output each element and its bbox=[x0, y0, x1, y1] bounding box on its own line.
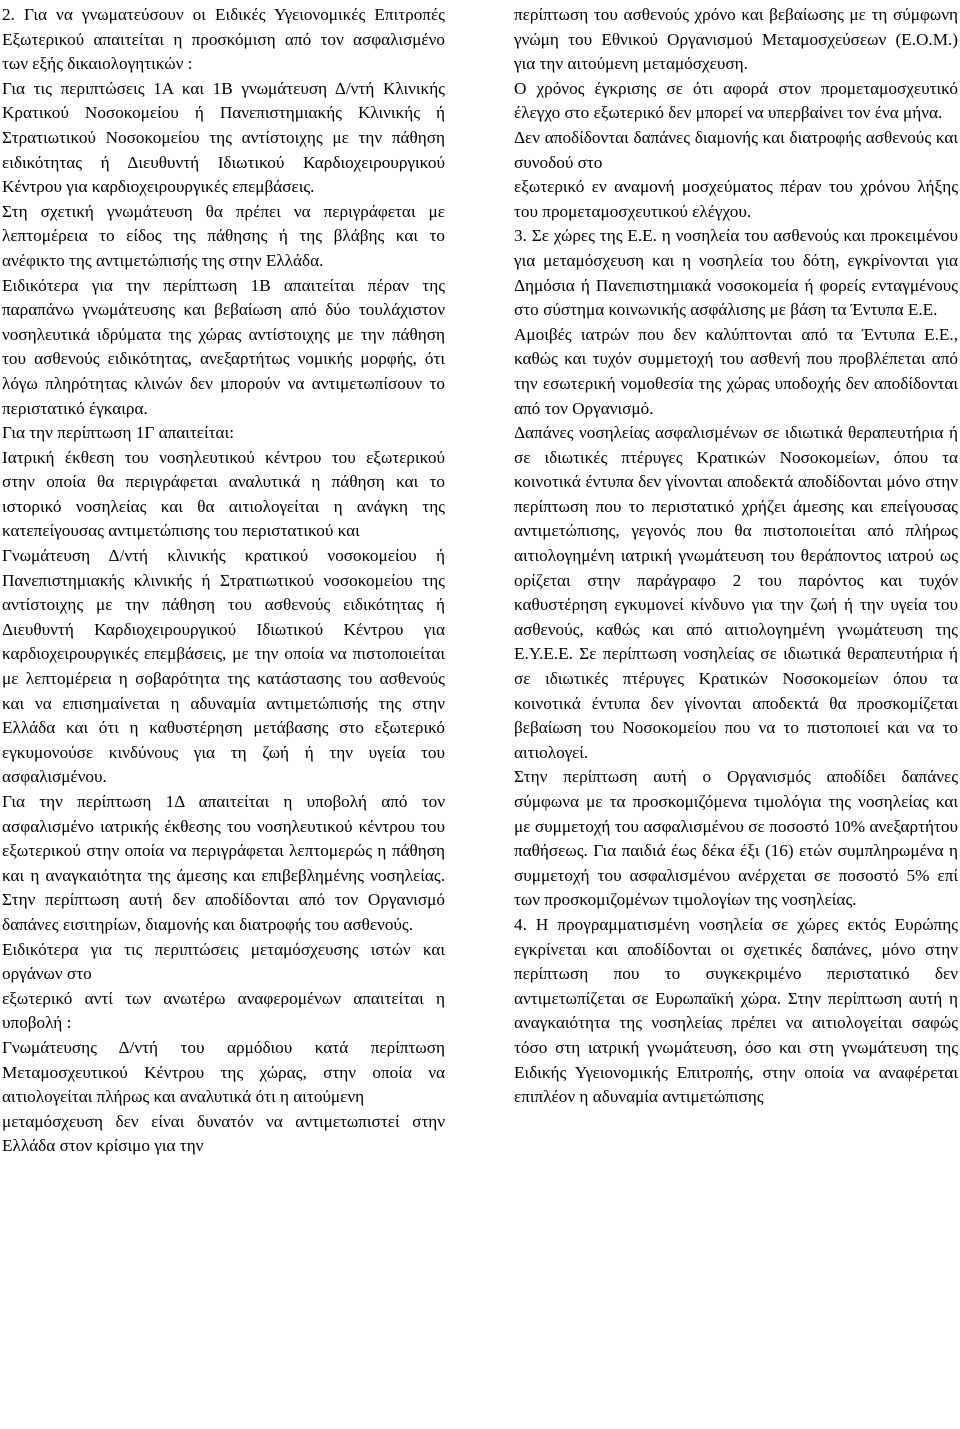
paragraph: Γνωμάτευση Δ/ντή κλινικής κρατικού νοσοκομείου ή Πανεπιστημιακής κλινικής ή Στρατιωτικού νοσοκομείου της αντίστοιχης με την πάθηση του ασθενούς ειδικότητας ή Διευθυντή Καρδιοχειρουργικού Ιδιωτικού Κέντρου για καρδιοχειρουργικές επεμβάσεις, με την οποία να πιστοποιείται με λεπτομέρεια η σοβαρότητα της κατάστασης του ασθενούς και να επισημαίνεται η αδυναμία αντιμετώπισής της στην Ελλάδα και ότι η καθυστέρηση μετάβασης στο εξωτερικό εγκυμονούσε κινδύνους για τη ζωή ή την υγεία του ασφαλισμένου. bbox=[2, 546, 445, 787]
paragraph: Για την περίπτωση 1Γ απαιτείται: bbox=[2, 423, 234, 443]
paragraph: Ειδικότερα για τις περιπτώσεις μεταμόσχευσης ιστών και οργάνων στο bbox=[2, 939, 445, 984]
paragraph: περίπτωση του ασθενούς χρόνο και βεβαίωσης με τη σύμφωνη γνώμη του Εθνικού Οργανισμού Μεταμοσχεύσεων (Ε.Ο.Μ.) για την αιτούμενη μεταμόσχευση. bbox=[514, 5, 958, 74]
paragraph: Δεν αποδίδονται δαπάνες διαμονής και διατροφής ασθενούς και συνοδού στο bbox=[514, 127, 958, 172]
paragraph: Στην περίπτωση αυτή ο Οργανισμός αποδίδει δαπάνες σύμφωνα με τα προσκομιζόμενα τιμολόγια της νοσηλείας και με συμμετοχή του ασφαλισμένου σε ποσοστό 10% ανεξαρτήτου παθήσεως. Για παιδιά έως δέκα έξι (16) ετών συμπληρωμένα η συμμετοχή του ασφαλισμένου ανέρχεται σε ποσοστό 5% επί των προσκομιζομένων τιμολογίων της νοσηλείας. bbox=[514, 767, 958, 910]
paragraph: Για την περίπτωση 1Δ απαιτείται η υποβολή από τον ασφαλισμένο ιατρικής έκθεσης του νοσηλευτικού κέντρου του εξωτερικού στην οποία να περιγράφεται λεπτομερώς η πάθηση και η αναγκαιότητα της άμεσης και επιβεβλημένης νοσηλείας. Στην περίπτωση αυτή δεν αποδίδονται από τον Οργανισμό δαπάνες εισιτηρίων, διαμονής και διατροφής του ασθενούς. bbox=[2, 792, 445, 934]
paragraph: Δαπάνες νοσηλείας ασφαλισμένων σε ιδιωτικά θεραπευτήρια ή σε ιδιωτικές πτέρυγες Κρατικών Νοσοκομείων, όπου τα κοινοτικά έντυπα δεν γίνονται αποδεκτά αποδίδονται μόνο στην περίπτωση που το περιστατικό χρήζει άμεσης και επείγουσας αντιμετώπισης, γεγονός που θα πιστοποιείται από πλήρως αιτιολογημένη ιατρική γνωμάτευση του θεράποντος ιατρού ως ορίζεται στην παράγραφο 2 του παρόντος και τυχόν καθυστέρηση εγκυμονεί κίνδυνο για την ζωή ή την υγεία του ασθενούς, καθώς και από αιτιολογημένη γνωμάτευση της Ε.Υ.Ε.Ε. Σε περίπτωση νοσηλείας σε ιδιωτικά θεραπευτήρια ή σε ιδιωτικές πτέρυγες Κρατικών Νοσοκομείων όπου τα κοινοτικά έντυπα δεν γίνονται αποδεκτά θα προσκομίζεται βεβαίωση του Νοσοκομείου που να το πιστοποιεί και να το αιτιολογεί. bbox=[514, 423, 958, 762]
paragraph: Αμοιβές ιατρών που δεν καλύπτονται από τα Έντυπα Ε.Ε., καθώς και τυχόν συμμετοχή του ασθενή που προβλέπεται από την εσωτερική νομοθεσία της χώρας υποδοχής δεν αποδίδονται από τον Οργανισμό. bbox=[514, 324, 958, 418]
paragraph: 3. Σε χώρες της Ε.Ε. η νοσηλεία του ασθενούς και προκειμένου για μεταμόσχευση και η νοσηλεία του δότη, εγκρίνονται για Δημόσια ή Πανεπιστημιακά νοσοκομεία ή φορείς ενταγμένους στο σύστημα κοινωνικής ασφάλισης με βάση τα Έντυπα Ε.Ε. bbox=[514, 226, 958, 320]
paragraph: Για τις περιπτώσεις 1Α και 1Β γνωμάτευση Δ/ντή Κλινικής Κρατικού Νοσοκομείου ή Πανεπιστημιακής Κλινικής ή Στρατιωτικού Νοσοκομείου της αντίστοιχης με την πάθηση ειδικότητας ή Διευθυντή Ιδιωτικού Καρδιοχειρουργικού Κέντρου για καρδιοχειρουργικές επεμβάσεις. bbox=[2, 78, 445, 197]
paragraph: Ειδικότερα για την περίπτωση 1Β απαιτείται πέραν της παραπάνω γνωμάτευσης και βεβαίωση από δύο τουλάχιστον νοσηλευτικά ιδρύματα της χώρας αντίστοιχης με την πάθηση του ασθενούς ειδικότητας, ανεξαρτήτως νομικής μορφής, ότι λόγω πληρότητας κλινών δεν μπορούν να αντιμετωπίσουν το περιστατικό έγκαιρα. bbox=[2, 275, 445, 418]
paragraph: εξωτερικό εν αναμονή μοσχεύματος πέραν του χρόνου λήξης του προμεταμοσχευτικού ελέγχου. bbox=[514, 177, 958, 221]
paragraph: Στη σχετική γνωμάτευση θα πρέπει να περιγράφεται με λεπτομέρεια το είδος της πάθησης ή της βλάβης και το ανέφικτο της αντιμετώπισής της στην Ελλάδα. bbox=[2, 201, 445, 270]
paragraph: Ο χρόνος έγκρισης σε ότι αφορά στον προμεταμοσχευτικό έλεγχο στο εξωτερικό δεν μπορεί να υπερβαίνει τον ένα μήνα. bbox=[514, 78, 958, 123]
paragraph: μεταμόσχευση δεν είναι δυνατόν να αντιμετωπιστεί στην Ελλάδα στον κρίσιμο για την bbox=[2, 1111, 445, 1156]
paragraph: Γνωμάτευσης Δ/ντή του αρμόδιου κατά περίπτωση Μεταμοσχευτικού Κέντρου της χώρας, στην οποία να αιτιολογείται πλήρως και αναλυτικά ότι η αιτούμενη bbox=[2, 1037, 445, 1107]
paragraph: Ιατρική έκθεση του νοσηλευτικού κέντρου του εξωτερικού στην οποία θα περιγράφεται αναλυτικά η πάθηση και το ιστορικό νοσηλείας και θα αιτιολογείται η ανάγκη της κατεπείγουσας αντιμετώπισης του περιστατικού και bbox=[2, 447, 445, 541]
paragraph: 2. Για να γνωματεύσουν οι Ειδικές Υγειονομικές Επιτροπές Εξωτερικού απαιτείται η προσκόμιση από τον ασφαλισμένο των εξής δικαιολογητικών : bbox=[2, 5, 445, 74]
right-column bbox=[514, 0, 958, 1110]
left-column bbox=[2, 0, 445, 1159]
paragraph: 4. Η προγραμματισμένη νοσηλεία σε χώρες εκτός Ευρώπης εγκρίνεται και αποδίδονται οι σχετικές δαπάνες, μόνο στην περίπτωση που το συγκεκριμένο περιστατικό δεν αντιμετωπίζεται σε Ευρωπαϊκή χώρα. Στην περίπτωση αυτή η αναγκαιότητα της νοσηλείας πρέπει να αιτιολογείται σαφώς τόσο στη ιατρική γνωμάτευση, όσο και στη γνωμάτευση της Ειδικής Υγειονομικής Επιτροπής, στην οποία να αναφέρεται επιπλέον η αδυναμία αντιμετώπισης bbox=[514, 914, 958, 1107]
paragraph: εξωτερικό αντί των ανωτέρω αναφερομένων απαιτείται η υποβολή : bbox=[2, 988, 445, 1033]
